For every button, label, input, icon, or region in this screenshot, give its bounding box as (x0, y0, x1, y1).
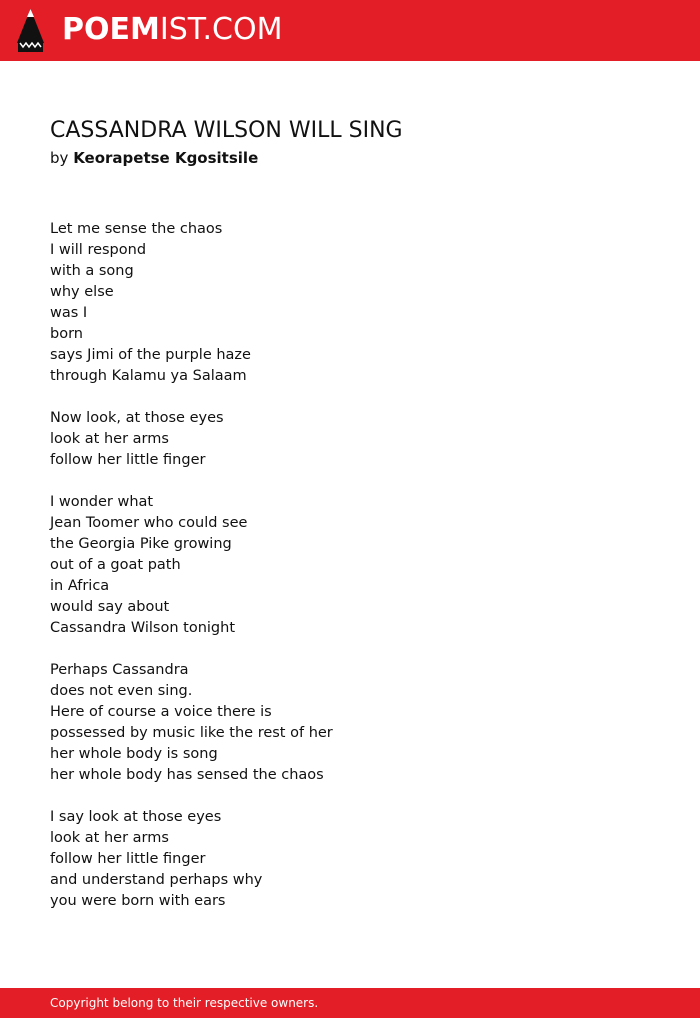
site-footer (0, 988, 700, 1018)
logo-rest-text: IST.COM (159, 12, 283, 47)
poem-line: I wonder what (50, 494, 154, 510)
poem-line: would say about (50, 599, 170, 615)
poem-line: in Africa (50, 578, 110, 594)
poem-body (50, 219, 650, 933)
poem-line: follow her little finger (50, 452, 206, 468)
copyright-text: Copyright belong to their respective owners. (50, 996, 319, 1010)
poem-line: I will respond (50, 242, 147, 258)
poem-line: her whole body has sensed the chaos (50, 767, 324, 783)
site-header (0, 0, 700, 61)
logo-bold-text: POEM (62, 12, 160, 47)
poem-line: Let me sense the chaos (50, 221, 223, 237)
poem-line: look at her arms (50, 830, 169, 846)
site-logo[interactable] (62, 12, 282, 48)
poem-line: her whole body is song (50, 746, 218, 762)
poem-line: Jean Toomer who could see (50, 515, 248, 531)
poem-line: possessed by music like the rest of her (50, 725, 333, 741)
poem-line: Perhaps Cassandra (50, 662, 189, 678)
poem-line: why else (50, 284, 114, 300)
poem-line: Cassandra Wilson tonight (50, 620, 236, 636)
poem-line: Here of course a voice there is (50, 704, 272, 720)
poem-stanza (50, 219, 650, 387)
poem-line: and understand perhaps why (50, 872, 263, 888)
poem-line: born (50, 326, 83, 342)
poem-line: the Georgia Pike growing (50, 536, 232, 552)
poem-line: with a song (50, 263, 134, 279)
poem-line: was I (50, 305, 88, 321)
poem-line: I say look at those eyes (50, 809, 222, 825)
poem-author: Keorapetse Kgositsile (73, 149, 259, 167)
poem-stanza (50, 807, 650, 912)
poem-line: Now look, at those eyes (50, 410, 224, 426)
poem-line: look at her arms (50, 431, 169, 447)
poem-stanza (50, 408, 650, 471)
poem-line: you were born with ears (50, 893, 226, 909)
poem-line: out of a goat path (50, 557, 181, 573)
byline-prefix: by (50, 149, 69, 167)
poem-title: CASSANDRA WILSON WILL SING (50, 118, 403, 143)
poem-byline (50, 148, 258, 169)
poem-line: through Kalamu ya Salaam (50, 368, 247, 384)
poem-line: does not even sing. (50, 683, 193, 699)
poem-stanza (50, 660, 650, 786)
pencil-icon (17, 9, 44, 52)
poem-line: says Jimi of the purple haze (50, 347, 251, 363)
poem-stanza (50, 492, 650, 639)
poem-line: follow her little finger (50, 851, 206, 867)
